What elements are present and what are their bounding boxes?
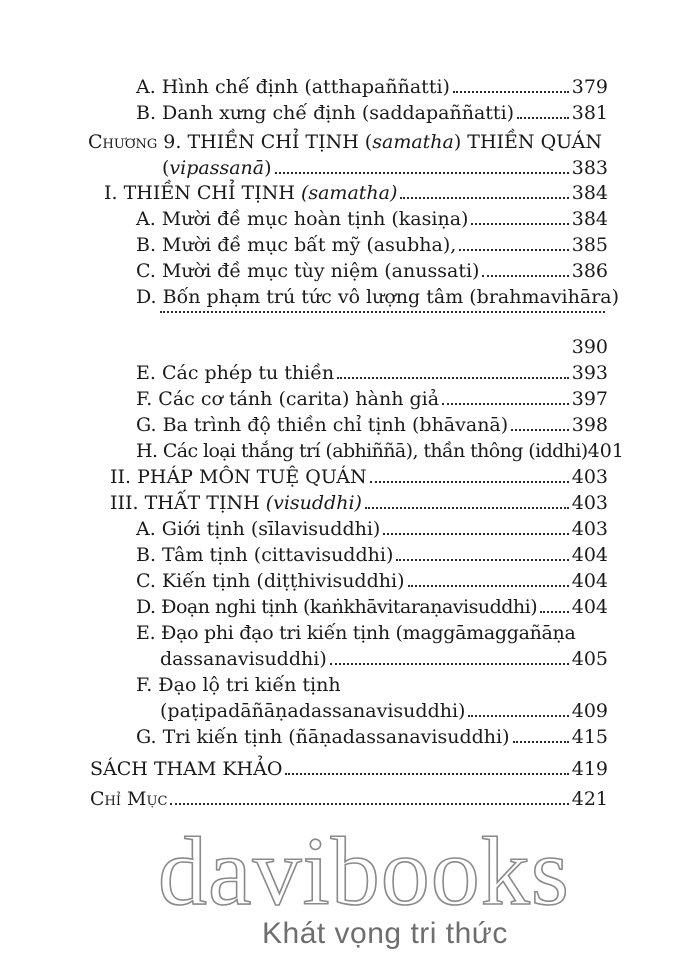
chapter-label: Chương 9. bbox=[88, 131, 182, 153]
toc-entry: H. Các loại thắng trí (abhiññā), thần thông (iddhi) 401 bbox=[136, 440, 624, 462]
chapter-title-italic: samatha bbox=[372, 131, 454, 153]
leader-dots bbox=[408, 585, 569, 587]
toc-entry: B. Mười đề mục bất mỹ (asubha), 385 bbox=[136, 234, 608, 256]
leader-dots bbox=[482, 275, 568, 277]
leader-dots bbox=[285, 773, 568, 775]
toc-entry: A. Mười đề mục hoàn tịnh (kasiṇa) 384 bbox=[136, 208, 608, 230]
toc-entry-cont: dassanavisuddhi) 405 bbox=[160, 648, 608, 670]
leader-dots bbox=[396, 559, 568, 561]
chapter-title-after: ) THIỀN QUÁN bbox=[453, 131, 602, 153]
toc-entry: F. Đạo lộ tri kiến tịnh bbox=[136, 674, 341, 696]
toc-chapter: SÁCH THAM KHẢO 419 bbox=[90, 758, 608, 780]
chapter-heading-cont: (vipassanā) 383 bbox=[162, 157, 608, 179]
leader-dots bbox=[459, 249, 568, 251]
toc-entry: F. Các cơ tánh (carita) hành giả 397 bbox=[136, 388, 608, 410]
leader-dots bbox=[275, 172, 569, 174]
toc-entry bbox=[136, 101, 608, 125]
toc-entry: E. Các phép tu thiền 393 bbox=[136, 362, 608, 384]
leader-dots bbox=[513, 741, 569, 743]
leader-dots bbox=[453, 91, 569, 93]
leader-dots bbox=[471, 223, 568, 225]
toc-entry-page: 379 bbox=[571, 76, 608, 98]
toc-entry-page: 381 bbox=[571, 102, 608, 124]
leader-dots bbox=[383, 533, 568, 535]
chapter-heading bbox=[88, 130, 608, 154]
toc-entry: D. Bốn phạm trú tức vô lượng tâm (brahmavihāra) bbox=[136, 286, 620, 308]
leader-dots bbox=[370, 481, 569, 483]
leader-dots bbox=[540, 611, 569, 613]
toc-entry: B. Tâm tịnh (cittavisuddhi) 404 bbox=[136, 544, 608, 566]
toc-entry-title: A. Hình chế định (atthapaññatti) bbox=[136, 76, 450, 98]
toc-chapter: Chỉ Mục 421 bbox=[90, 788, 608, 810]
toc-section: II. PHÁP MÔN TUỆ QUÁN 403 bbox=[110, 466, 608, 488]
toc-section: III. THẤT TỊNH (visuddhi) 403 bbox=[110, 492, 608, 514]
leader-dots bbox=[337, 377, 569, 379]
leader-dots bbox=[511, 429, 569, 431]
leader-dots bbox=[170, 803, 568, 805]
leader-dots bbox=[330, 663, 569, 665]
leader-dots bbox=[160, 311, 605, 313]
toc-entry: G. Tri kiến tịnh (ñāṇadassanavisuddhi) 415 bbox=[136, 726, 608, 748]
toc-entry bbox=[136, 75, 608, 99]
toc-section: I. THIỀN CHỈ TỊNH (samatha) 384 bbox=[104, 182, 608, 204]
leader-dots bbox=[517, 117, 569, 119]
leader-dots bbox=[400, 197, 568, 199]
toc-entry-page: 384 bbox=[571, 182, 608, 204]
toc-entry: A. Giới tịnh (sīlavisuddhi) 403 bbox=[136, 518, 608, 540]
toc-entry: C. Mười đề mục tùy niệm (anussati) 386 bbox=[136, 260, 608, 282]
leader-dots bbox=[442, 403, 569, 405]
toc-entry: E. Đạo phi đạo tri kiến tịnh (maggāmaggañāṇa bbox=[136, 622, 576, 644]
leader-dots bbox=[468, 715, 568, 717]
toc-entry: D. Đoạn nghi tịnh (kaṅkhāvitaraṇavisuddhi) 404 bbox=[136, 596, 608, 618]
toc-entry-cont: (paṭipadāñāṇadassanavisuddhi) 409 bbox=[160, 700, 608, 722]
leader-dots bbox=[365, 507, 569, 509]
watermark-brand: davibooks bbox=[158, 818, 570, 926]
toc-entry: G. Ba trình độ thiền chỉ tịnh (bhāvanā) 398 bbox=[136, 414, 608, 436]
toc-entry-cont bbox=[160, 311, 608, 319]
toc-entry: C. Kiến tịnh (diṭṭhivisuddhi) 404 bbox=[136, 570, 608, 592]
chapter-title: THIỀN CHỈ TỊNH ( bbox=[181, 131, 373, 153]
watermark-tagline: Khát vọng tri thức bbox=[262, 917, 508, 950]
toc-entry-cont-page: 390 bbox=[571, 336, 608, 358]
chapter-title-italic: vipassanā bbox=[169, 157, 265, 179]
toc-entry-page: 383 bbox=[571, 157, 608, 179]
toc-entry-title: B. Danh xưng chế định (saddapaññatti) bbox=[136, 102, 515, 124]
